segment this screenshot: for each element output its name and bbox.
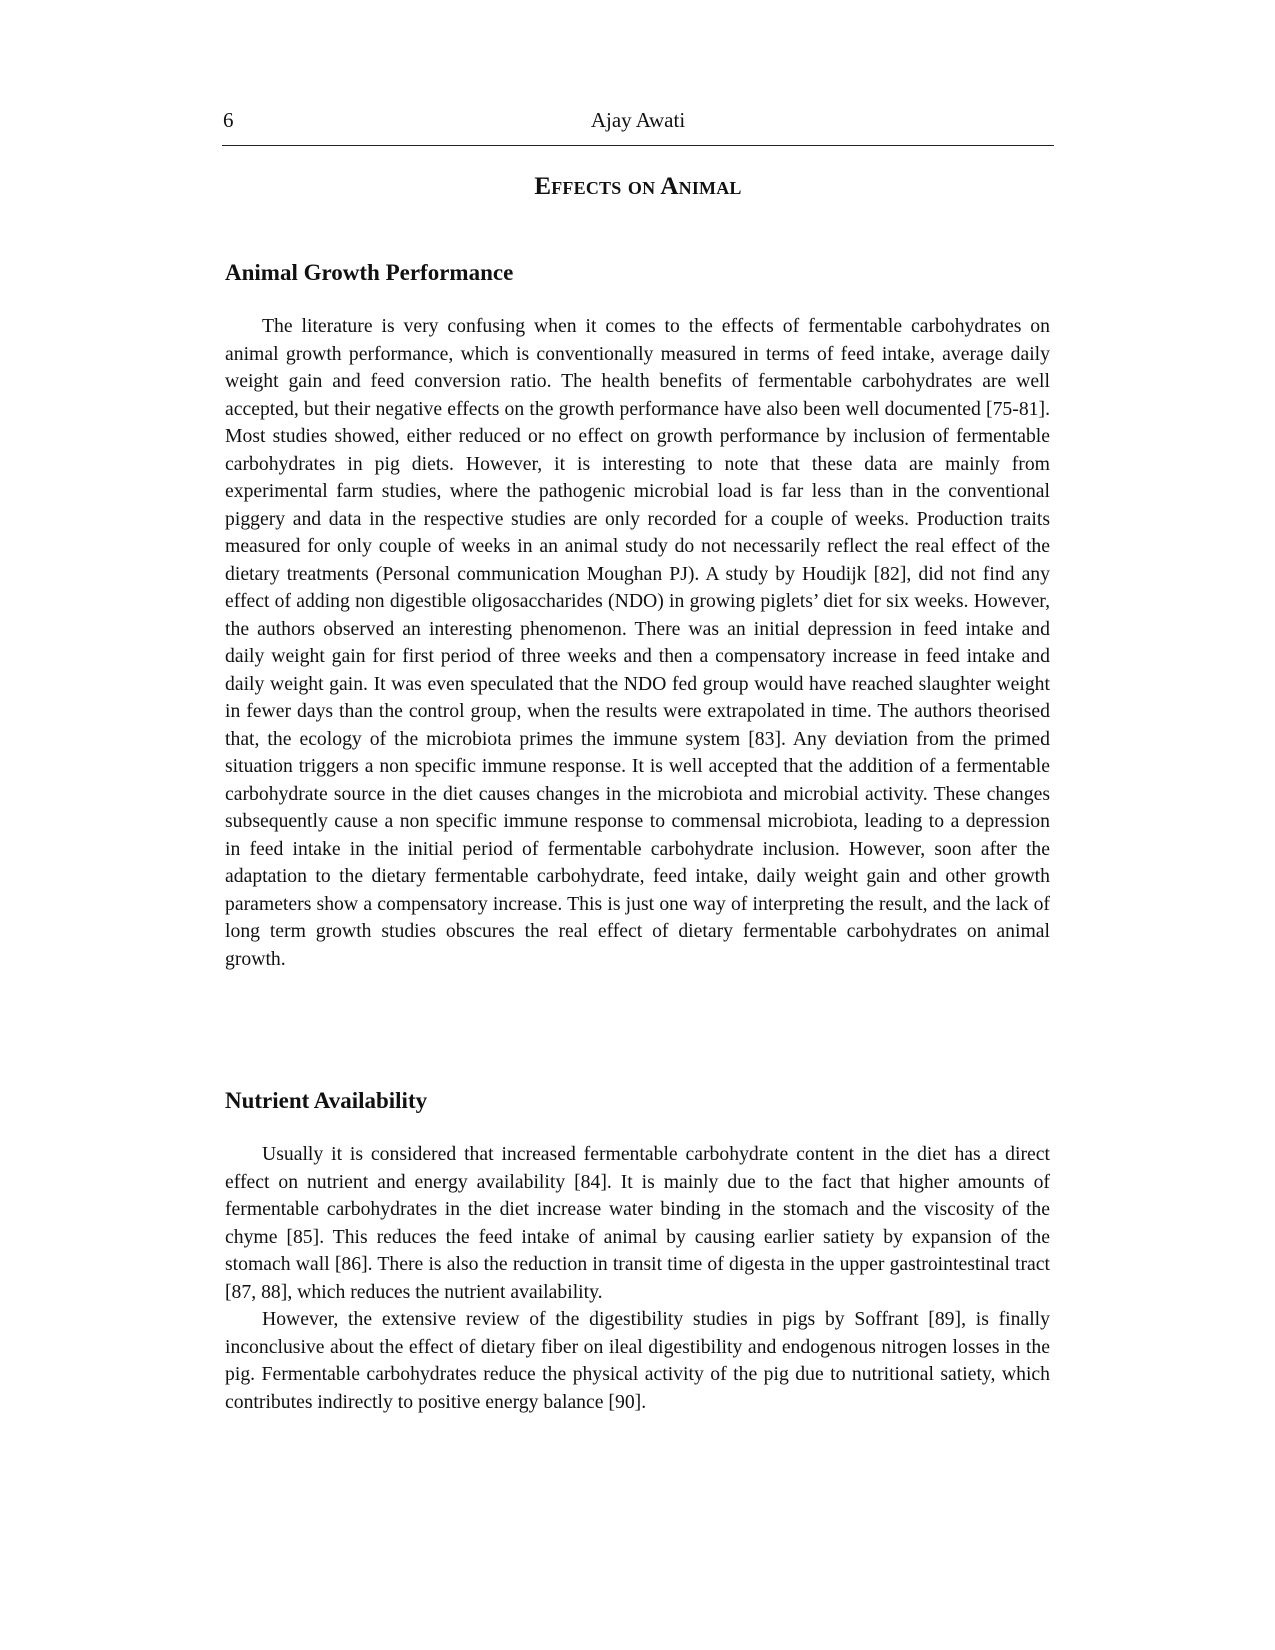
page-number: 6	[223, 108, 234, 132]
paragraph-growth: The literature is very confusing when it comes to the effects of fermentable carbohydrates on animal growth performance, which is conventionally measured in terms of feed intake, average daily weight gain and feed conversion ratio. The health benefits of fermentable carbohydrates are well accepted, but their negative effects on the growth performance have also been well documented [75-81]. Most studies showed, either reduced or no effect on growth performance by inclusion of fermentable carbohydrates in pig diets. However, it is interesting to note that these data are mainly from experimental farm studies, where the pathogenic microbial load is far less than in the conventional piggery and data in the respective studies are only recorded for a couple of weeks. Production traits measured for only couple of weeks in an animal study do not necessarily reflect the real effect of the dietary treatments (Personal communication Moughan PJ). A study by Houdijk [82], did not find any effect of adding non digestible oligosaccharides (NDO) in growing piglets’ diet for six weeks. However, the authors observed an interesting phenomenon. There was an initial depression in feed intake and daily weight gain for first period of three weeks and then a compensatory increase in feed intake and daily weight gain. It was even speculated that the NDO fed group would have reached slaughter weight in fewer days than the control group, when the results were extrapolated in time. The authors theorised that, the ecology of the microbiota primes the immune system [83]. Any deviation from the primed situation triggers a non specific immune response. It is well accepted that the addition of a fermentable carbohydrate source in the diet causes changes in the microbiota and microbial activity. These changes subsequently cause a non specific immune response to commensal microbiota, leading to a depression in feed intake in the initial period of fermentable carbohydrate inclusion. However, soon after the adaptation to the dietary fermentable carbohydrate, feed intake, daily weight gain and other growth parameters show a compensatory increase. This is just one way of interpreting the result, and the lack of long term growth studies obscures the real effect of dietary fermentable carbohydrates on animal growth.	[225, 315, 1050, 970]
paragraph-nutrient-2: However, the extensive review of the digestibility studies in pigs by Soffrant [89], is finally inconclusive about the effect of dietary fiber on ileal digestibility and endogenous nitrogen losses in the pig. Fermentable carbohydrates reduce the physical activity of the pig due to nutritional satiety, which contributes indirectly to positive energy balance [90].	[225, 1308, 1050, 1413]
section-heading-growth: Animal Growth Performance	[225, 260, 514, 285]
paragraph-nutrient-1: Usually it is considered that increased fermentable carbohydrate content in the diet has a direct effect on nutrient and energy availability [84]. It is mainly due to the fact that higher amounts of fermentable carbohydrates in the diet increase water binding in the stomach and the viscosity of the chyme [85]. This reduces the feed intake of animal by causing earlier satiety by expansion of the stomach wall [86]. There is also the reduction in transit time of digesta in the upper gastrointestinal tract [87, 88], which reduces the nutrient availability.	[225, 1143, 1050, 1303]
header-rule	[222, 145, 1054, 146]
running-author: Ajay Awati	[590, 108, 686, 132]
section-heading-nutrient: Nutrient Availability	[225, 1088, 428, 1113]
running-header	[222, 104, 1054, 136]
chapter-title: Effects on Animal	[534, 173, 742, 200]
